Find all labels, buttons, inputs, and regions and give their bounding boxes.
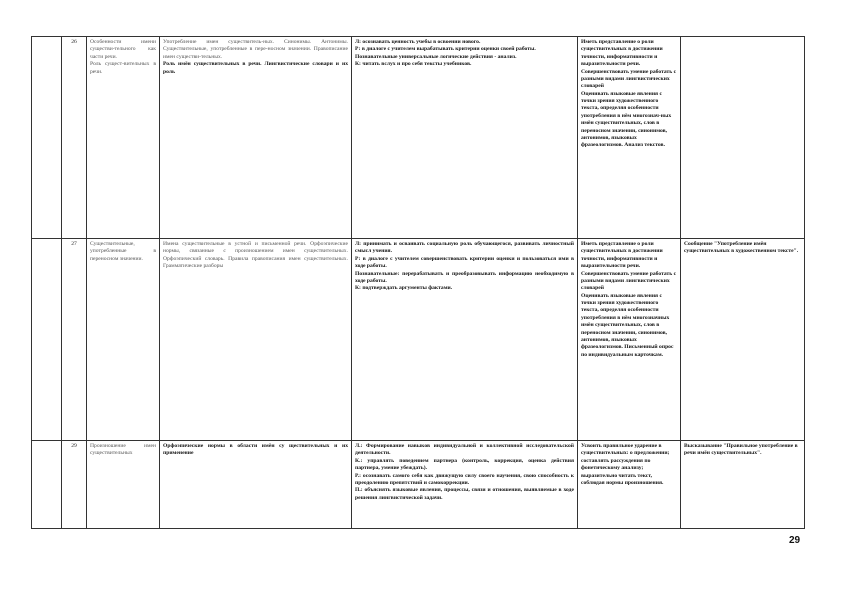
content-bold-line: Роль имён существительных в речи. Лингвистические словари и их роль (163, 61, 348, 75)
control-cell (681, 239, 805, 441)
learning-activity (578, 37, 681, 239)
content-line: Употребление имен существитель-ных. Синонимы. Антонимы. Существительные, употребленные в пере-носном значении. Правописание имен существи-тельных. (163, 39, 348, 60)
lesson-plan-table (31, 36, 805, 529)
learn-line: Совершенствовать умение работать с разными видами лингвистических словарей (581, 68, 677, 90)
learn-line: Оценивать языковые явления с точки зрения художественного текста, определяя особенности употребления в нём многознач-ных имён существительных, слов в переносном значении, синонимов, антонимов, языковых фразеологизмов. Анализ текстов. (581, 90, 672, 149)
content-line: Имена существительные в устной и письменной речи. Орфоэпические нормы, связанные с произношением имен существительных. Орфоэпический словарь. Правила правописания имен существительных. Грамматические разборы (163, 241, 348, 270)
blank-cell (32, 239, 62, 441)
lesson-content (160, 37, 352, 239)
topic-line: Произношение имен существительных (90, 443, 156, 457)
uud-line: Р.: осознавать самого себя как движущую силу своего научения, свою способность к преодолению препятствий и самокоррекции. (355, 472, 574, 486)
uud-line: К: читать вслух и про себя тексты учебников. (355, 61, 472, 68)
uud-line: Р: в диалоге с учителем совершенствовать критерии оценки и пользоваться ими в ходе работы. (355, 255, 574, 270)
uud-line: Л: осознавать ценность учебы в освоении нового. (355, 39, 481, 45)
uud-line: П.: объяснять языковые явления, процессы, связи и отношения, выявляемые в ходе решения лингвистической задачи. (355, 487, 574, 501)
content-bold-line: Орфоэпические нормы в области имён су ществительных и их применение (163, 443, 348, 457)
learn-line: Иметь представление о роли существительных в достижении точности, информативности и выразительности речи. (581, 241, 663, 270)
control-line: Сообщение "Употребление имён существительных в художественном тексте". (684, 241, 799, 255)
uud-line: Л: принимать и осваивать социальную роль обучающегося, развивать личностный смысл учения. (355, 241, 574, 255)
table-row (32, 239, 805, 441)
learn-line: Оценивать языковые явления с точки зрения художественного текста, определяя особенности употребления в нём многозначных имён существительных, слов в переносном значении, синонимов, антонимов, языковых фразеологизмов. Письменный опрос по индивидуальным карточкам. (581, 292, 674, 358)
control-line: Высказывание "Правильное употребление в речи имён существительных". (684, 443, 798, 457)
learn-line: Иметь представление о роли существительных в достижении точности, информативности и выразительности речи. (581, 39, 663, 68)
uud-line: Познавательные: перерабатывать и преобразовывать информацию необходимую в ходе работы. (355, 270, 574, 284)
topic-line: Роль сущест-вительных в речи. (90, 61, 156, 75)
lesson-number: 29 (62, 441, 87, 529)
learn-line: Совершенствовать умение работать с разными видами лингвистических словарей (581, 270, 677, 292)
table-row (32, 441, 805, 529)
blank-cell (32, 441, 62, 529)
topic-line: Особенности имени существи-тельного как части речи. (90, 39, 156, 60)
lesson-content (160, 239, 352, 441)
uud-cell (352, 239, 578, 441)
control-cell (681, 37, 805, 239)
uud-cell (352, 37, 578, 239)
lesson-topic (87, 441, 160, 529)
lesson-topic (87, 239, 160, 441)
lesson-content (160, 441, 352, 529)
table-row (32, 37, 805, 239)
uud-cell (352, 441, 578, 529)
lesson-number: 27 (62, 239, 87, 441)
page-number: 29 (789, 535, 801, 546)
uud-line: Р: в диалоге с учителем вырабатывать критерии оценки своей работы. (355, 46, 536, 53)
learning-activity (578, 239, 681, 441)
uud-line: К.: управлять поведением партнера (контроль, коррекция, оценка действия партнера, умение убеждать). (355, 457, 574, 472)
blank-cell (32, 37, 62, 239)
control-cell (681, 441, 805, 529)
uud-line: Л.: Формирование навыков индивидуальной и коллективной исследовательской деятельности. (355, 443, 574, 457)
topic-line: Существительные, употребленные в переносном значении. (90, 241, 156, 262)
uud-line: Познавательные универсальные логические действия - анализ. (355, 53, 517, 60)
learning-activity (578, 441, 681, 529)
lesson-number: 26 (62, 37, 87, 239)
learn-line: Усвоить правильное ударение в существительных: о предложении; составлять рассуждения по фонетическому анализу; выразительно читать текст, соблюдая нормы произношения. (581, 443, 670, 486)
uud-line: К: подтверждать аргументы фактами. (355, 285, 453, 292)
lesson-topic (87, 37, 160, 239)
